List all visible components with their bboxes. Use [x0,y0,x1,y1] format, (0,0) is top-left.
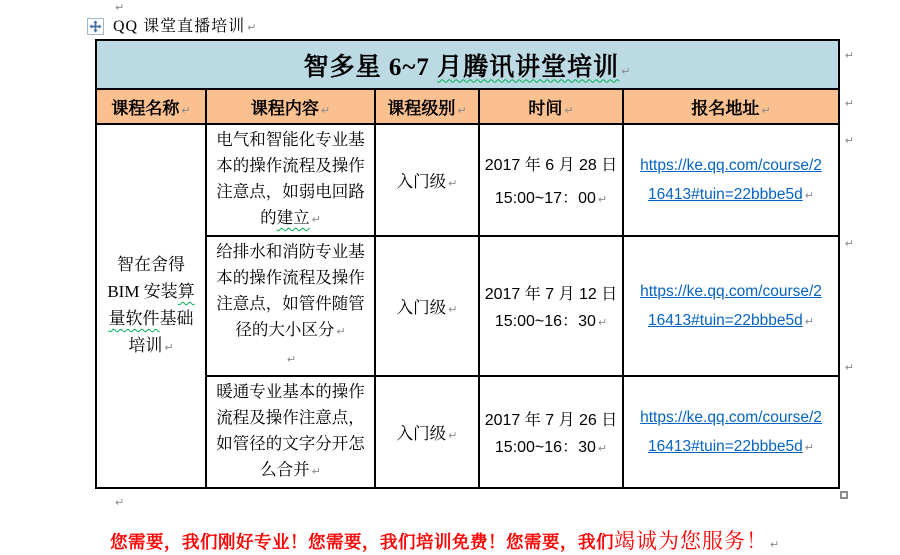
table-title-row [96,40,839,89]
course-content-text: 给排水和消防专业基本的操作流程及操作注意点，如管件随管径的大小区分 [216,242,365,339]
signup-link[interactable] [630,151,832,203]
signup-link-line2: 16413#tuin=22bbbe5d [648,312,803,329]
column-header-label: 课程名称 [111,99,180,118]
paragraph-mark: ↵ [320,104,331,117]
signup-link-cell [623,376,839,488]
course-level-text: 入门级 [396,298,447,317]
signup-link-cell [623,236,839,376]
table-move-handle-icon[interactable] [87,18,104,35]
course-time-value: 15:00~16：30 [494,439,596,456]
paragraph-mark: ↵ [247,21,257,34]
course-content-cell [206,236,375,376]
signup-link-line1: https://ke.qq.com/course/2 [640,283,822,300]
column-header-label: 课程内容 [250,99,319,118]
paragraph-mark: ↵ [597,442,608,455]
course-name-text: 智在舍得 BIM 安装 [107,255,185,301]
paragraph-mark: ↵ [311,213,321,226]
table-row [96,124,839,236]
course-content-cell [206,124,375,236]
column-header-course-content [206,89,375,124]
paragraph-mark: ↵ [448,177,458,190]
document-heading: QQ 课堂直播培训 [113,18,246,35]
column-header-course-level [375,89,479,124]
table-title-misspelled-text: 月腾讯讲堂培训 [437,53,620,81]
signup-link-line2: 16413#tuin=22bbbe5d [648,438,803,455]
course-date-text: 2017 年 7 月 26 日 [484,412,618,429]
paragraph-mark: ↵ [597,193,608,206]
column-header-time [479,89,623,124]
signup-link-line1: https://ke.qq.com/course/2 [640,157,822,174]
course-content-cell [206,376,375,488]
row-end-mark: ↵ [844,361,854,374]
paragraph-mark: ↵ [115,496,125,509]
course-content-text: 电气和智能化专业基本的操作流程及操作注意点，如弱电回路的 [216,130,365,227]
slogan-text-bold: 您需要，我们刚好专业！您需要，我们培训免费！您需要，我们 [110,532,614,552]
table-header-row [96,89,839,124]
course-time-value: 15:00~17：00 [494,190,596,207]
column-header-label: 课程级别 [387,99,456,118]
paragraph-mark: ↵ [181,104,191,117]
paragraph-mark: ↵ [770,538,780,551]
course-time-text [484,185,618,208]
paragraph-mark: ↵ [164,341,174,354]
paragraph-mark: ↵ [597,316,608,329]
paragraph-mark: ↵ [448,429,458,442]
course-name-misspelled-text: 算量软件 [108,282,195,328]
course-time-cell [479,376,623,488]
paragraph-mark: ↵ [457,104,467,117]
paragraph-mark: ↵ [286,353,297,366]
slogan-line [110,525,900,555]
course-content-misspelled-text: 建立 [276,208,310,227]
course-level-text: 入门级 [396,424,447,443]
course-time-text [484,308,618,331]
column-header-signup-address [623,89,839,124]
course-level-text: 入门级 [396,172,447,191]
paragraph-mark: ↵ [311,465,321,478]
training-table-container [95,39,854,489]
empty-paragraph [0,0,900,14]
signup-link[interactable] [630,277,832,329]
row-end-mark: ↵ [844,49,854,62]
paragraph-mark: ↵ [115,1,125,14]
course-level-cell [375,236,479,376]
paragraph-mark: ↵ [448,303,458,316]
paragraph-mark: ↵ [621,64,632,78]
slogan-text-kai: 竭诚为您服务！ [614,529,768,553]
table-title-text: 智多星 6~7 [303,53,438,81]
paragraph-mark: ↵ [336,325,346,338]
course-name-cell [96,124,206,488]
row-end-mark: ↵ [844,134,854,147]
table-title-cell [96,40,839,89]
paragraph-mark: ↵ [804,441,814,454]
course-time-value: 15:00~16：30 [494,313,596,330]
course-content-text: 暖通专业基本的操作流程及操作注意点，如管径的文字分开怎么合并 [216,382,365,479]
course-time-text [484,434,618,457]
signup-link-line2: 16413#tuin=22bbbe5d [648,186,803,203]
paragraph-mark: ↵ [804,315,814,328]
row-end-mark: ↵ [844,97,854,110]
course-time-cell [479,236,623,376]
course-name-text: 基础培训 [128,309,194,355]
heading-line [0,16,900,38]
column-header-course-name [96,89,206,124]
course-date-text: 2017 年 7 月 12 日 [484,286,618,303]
paragraph-mark: ↵ [804,189,814,202]
table-row [96,376,839,488]
paragraph-mark: ↵ [761,104,771,117]
column-header-label: 报名地址 [691,99,760,118]
signup-link-line1: https://ke.qq.com/course/2 [640,409,822,426]
course-date-text: 2017 年 6 月 28 日 [484,157,618,174]
move-cross-icon [89,20,102,33]
empty-paragraph [0,495,900,509]
paragraph-mark: ↵ [564,104,574,117]
signup-link-cell [623,124,839,236]
course-level-cell [375,124,479,236]
empty-paragraph [213,345,368,373]
course-level-cell [375,376,479,488]
column-header-label: 时间 [528,99,563,118]
signup-link[interactable] [630,403,832,455]
row-end-mark: ↵ [844,237,854,250]
table-resize-handle[interactable] [840,491,848,499]
course-time-cell [479,124,623,236]
table-row [96,236,839,376]
training-table [95,39,840,489]
